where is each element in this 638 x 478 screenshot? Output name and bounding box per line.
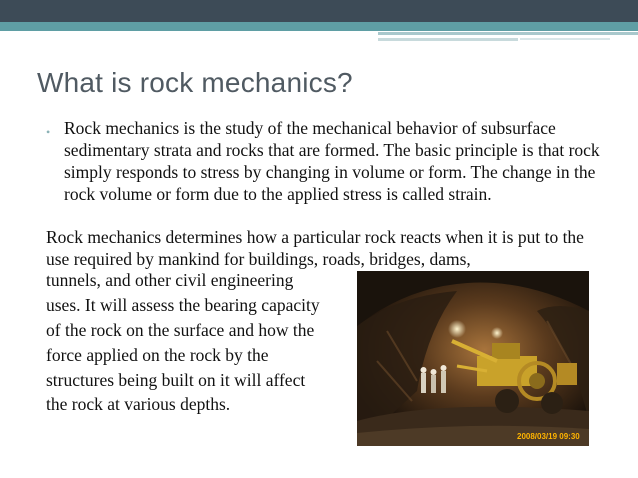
bullet-text: Rock mechanics is the study of the mechanical behavior of subsurface sedimentary strata and rocks that are formed. The basic principle is that rock simply responds to stress by changing in volume or form. The change in the rock volume or form due to the applied stress is called strain. [64, 118, 600, 204]
slide-title: What is rock mechanics? [37, 67, 353, 98]
header-bar [0, 0, 638, 22]
header-decor-line [520, 38, 610, 40]
bullet-marker: • [46, 125, 51, 139]
paragraph-line: uses. It will assess the bearing capacity [46, 295, 320, 315]
paragraph-line: the rock at various depths. [46, 394, 231, 414]
header-decor-line [378, 32, 638, 35]
paragraph-line: of the rock on the surface and how the [46, 320, 315, 340]
tunnel-photo [357, 271, 589, 446]
paragraph-text: Rock mechanics determines how a particular rock reacts when it is put to the use required by mankind for buildings, roads, bridges, dams, [46, 227, 584, 269]
header-decor-line [378, 38, 518, 41]
paragraph-line: tunnels, and other civil engineering [46, 270, 294, 290]
paragraph-line: structures being built on it will affect [46, 370, 306, 390]
workers [421, 365, 447, 393]
photo-timestamp: 2008/03/19 09:30 [517, 432, 580, 441]
paragraph-line: force applied on the rock by the [46, 345, 269, 365]
header-accent-bar [0, 22, 638, 31]
